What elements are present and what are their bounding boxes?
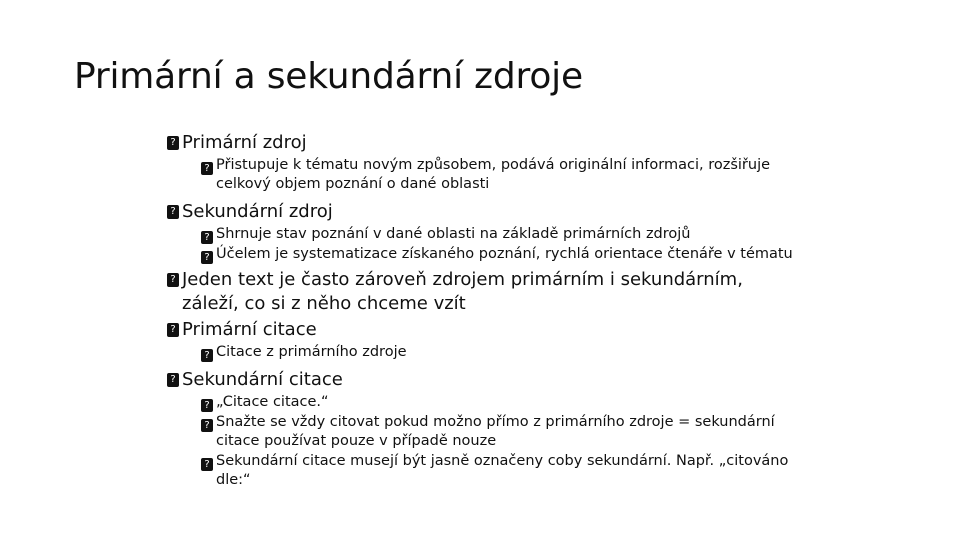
bullet-placeholder-icon: ? [201,458,213,471]
sub-bullet-primary-description [167,156,796,194]
bullet-secondary-citation [167,368,847,392]
sub-bullet-mark-secondary [167,452,826,490]
bullet-text: Sekundární zdroj [182,201,333,222]
slide-title: Primární a sekundární zdroje [74,56,583,97]
bullet-placeholder-icon: ? [167,373,179,387]
bullet-placeholder-icon: ? [167,205,179,219]
bullet-list [167,131,847,490]
bullet-text: Shrnuje stav poznání v dané oblasti na základě primárních zdrojů [216,226,691,242]
bullet-text: Primární citace [182,319,317,340]
bullet-placeholder-icon: ? [201,419,213,432]
bullet-placeholder-icon: ? [167,136,179,150]
sub-bullet-secondary-purpose [167,245,826,264]
bullet-text: Sekundární citace [182,369,343,390]
bullet-placeholder-icon: ? [201,162,213,175]
bullet-placeholder-icon: ? [201,349,213,362]
sub-bullet-citation-example [167,393,796,412]
bullet-primary-source [167,131,847,155]
bullet-secondary-source [167,200,847,224]
bullet-text-both [167,268,802,316]
bullet-primary-citation [167,318,847,342]
bullet-text: „Citace citace.“ [216,394,329,410]
bullet-placeholder-icon: ? [167,273,179,287]
bullet-text: Účelem je systematizace získaného poznání, rychlá orientace čtenáře v tématu [216,246,793,262]
bullet-placeholder-icon: ? [201,231,213,244]
bullet-text: Primární zdroj [182,132,307,153]
sub-bullet-cite-directly [167,413,801,451]
sub-bullet-secondary-summary [167,225,836,244]
bullet-text: Jeden text je často zároveň zdrojem primárním i sekundárním, záleží, co si z něho chceme vzít [182,269,743,314]
bullet-placeholder-icon: ? [167,323,179,337]
bullet-text: Citace z primárního zdroje [216,344,407,360]
bullet-text: Snažte se vždy citovat pokud možno přímo z primárního zdroje = sekundární citace používat pouze v případě nouze [216,414,775,449]
bullet-placeholder-icon: ? [201,399,213,412]
bullet-placeholder-icon: ? [201,251,213,264]
bullet-text: Sekundární citace musejí být jasně označeny coby sekundární. Např. „citováno dle:“ [216,453,789,488]
bullet-text: Přistupuje k tématu novým způsobem, podává originální informaci, rozšiřuje celkový objem poznání o dané oblasti [216,157,771,192]
sub-bullet-primary-citation [167,343,796,362]
